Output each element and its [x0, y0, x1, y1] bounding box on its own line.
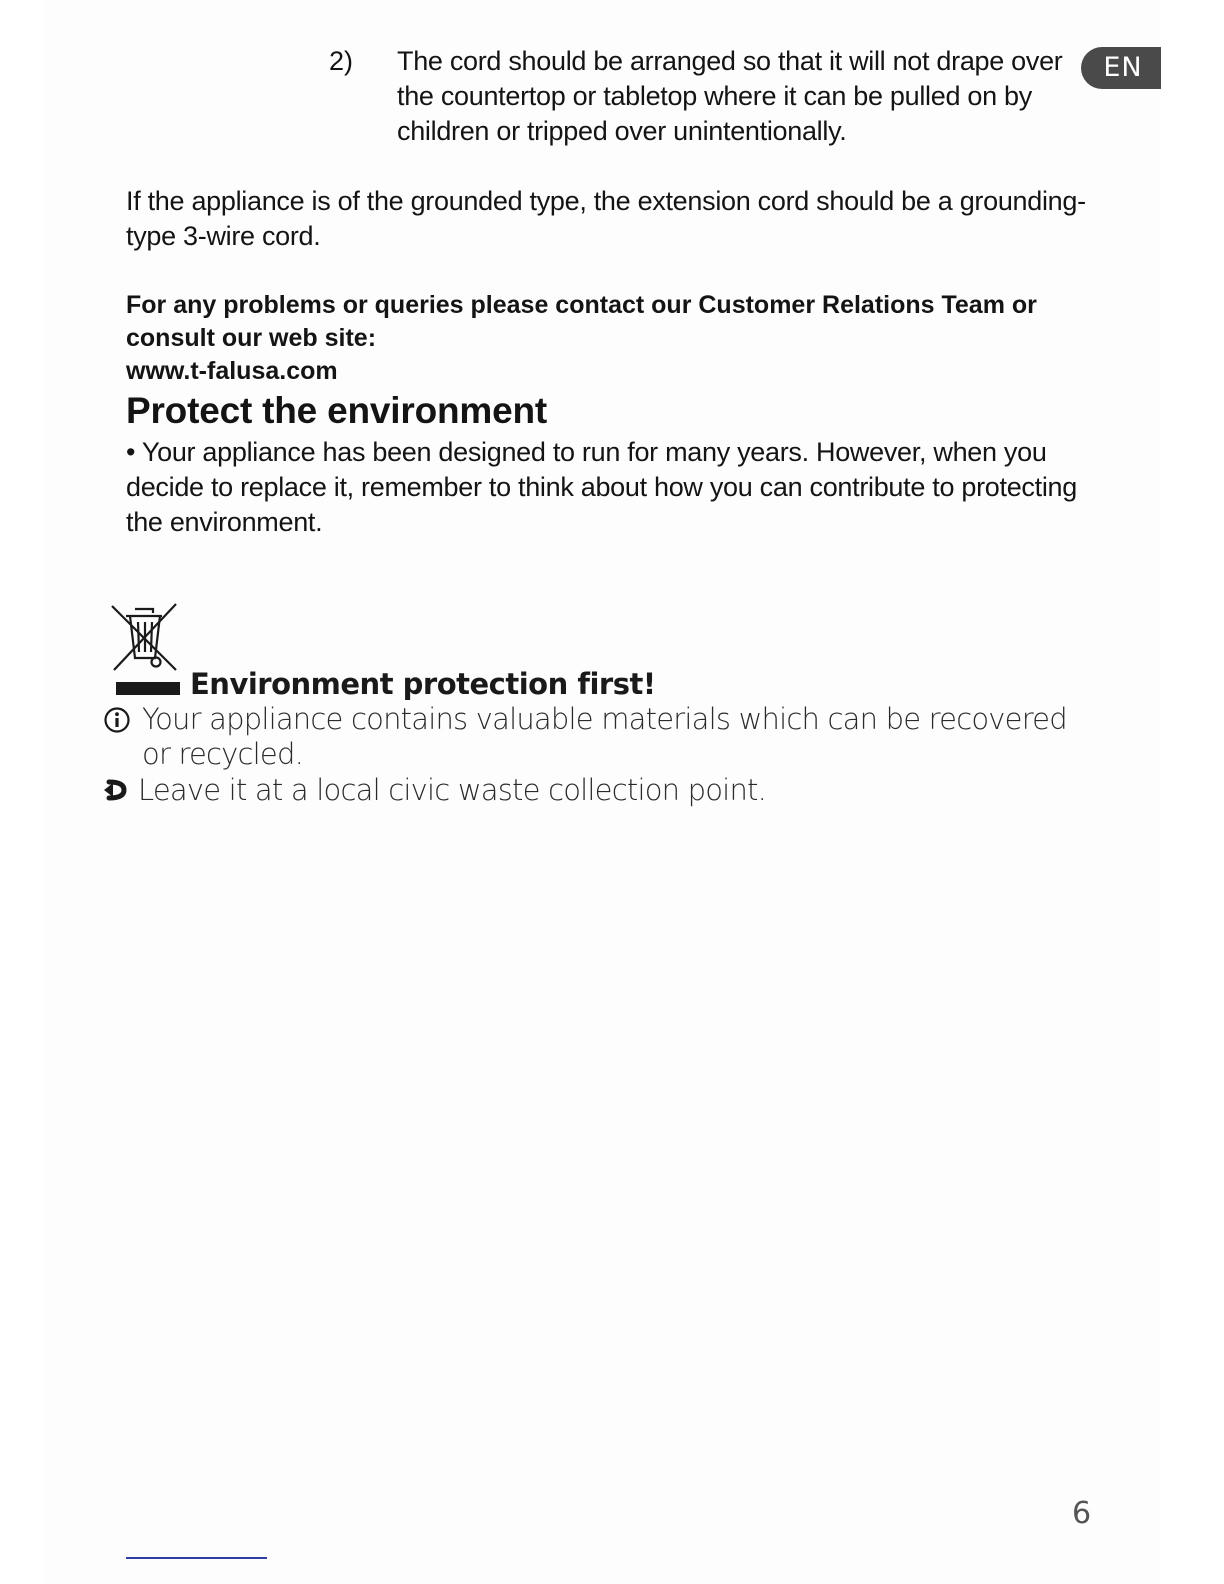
- section-heading: Protect the environment: [126, 390, 547, 431]
- action-line: Leave it at a local civic waste collection point.: [138, 773, 767, 807]
- info-line-1: Your appliance contains valuable materials which can be recovered: [142, 702, 1067, 736]
- arrow-right-icon: [103, 776, 129, 804]
- sub-heading: Environment protection first!: [190, 667, 656, 701]
- info-line-2: or recycled.: [142, 737, 303, 771]
- list-item-text: The cord should be arranged so that it will not drape over the countertop or tabletop where it can be pulled on by children or tripped over unintentionally.: [397, 46, 1063, 146]
- grounding-note: If the appliance is of the grounded type, the extension cord should be a grounding-type 3-wire cord.: [126, 186, 1086, 251]
- footer-rule: [126, 1557, 267, 1559]
- crossed-out-wheelie-bin-icon: [108, 600, 180, 700]
- contact-text: For any problems or queries please contact our Customer Relations Team or consult our web site:: [126, 291, 1037, 352]
- language-badge: EN: [1081, 47, 1161, 89]
- list-item-number: 2): [329, 46, 354, 76]
- website-link[interactable]: www.t-falusa.com: [126, 357, 338, 385]
- environment-body: • Your appliance has been designed to run for many years. However, when you decide to replace it, remember to think about how you can contribute to protecting the environment.: [126, 437, 1077, 537]
- info-circle-icon: [103, 706, 131, 734]
- page-number: 6: [1072, 1496, 1092, 1531]
